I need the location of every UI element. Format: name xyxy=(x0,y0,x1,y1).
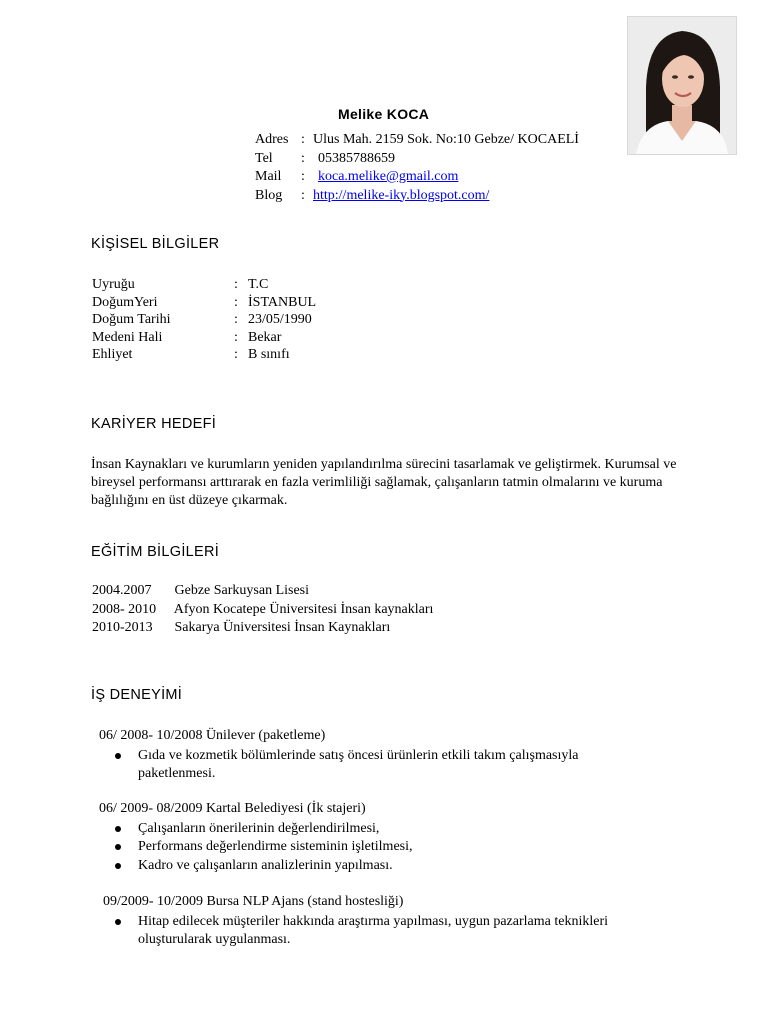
contact-separator: : xyxy=(301,187,305,203)
education-row xyxy=(92,619,433,638)
personal-info-row xyxy=(92,294,316,312)
job-bullet xyxy=(99,857,658,876)
education-school: Afyon Kocatepe Üniversitesi İnsan kaynakları xyxy=(173,601,434,617)
job-title: 06/ 2009- 08/2009 Kartal Belediyesi (İk stajeri) xyxy=(99,801,366,816)
job-bullet xyxy=(99,913,658,950)
personal-info-row xyxy=(92,311,316,329)
career-objective-text: İnsan Kaynakları ve kurumların yeniden yapılandırılma sürecini tasarlamak ve geliştirmek. Kurumsal ve bireysel performansı arttırarak en fazla verimliliği sağlamak, çalışanların tatmin olmalarını ve kuruma bağlılığını en üst düzeye çıkarmak. xyxy=(91,457,677,508)
education-school: Gebze Sarkuysan Lisesi xyxy=(174,583,310,598)
info-label: Uyruğu xyxy=(92,277,135,292)
contact-separator: : xyxy=(301,150,305,166)
section-heading-career: KARİYER HEDEFİ xyxy=(91,416,217,432)
contact-row-mail xyxy=(255,168,579,187)
education-row xyxy=(92,582,433,601)
info-value: 23/05/1990 xyxy=(248,312,312,328)
job-bullet-text: Çalışanların önerilerinin değerlendirilmesi, xyxy=(138,820,380,836)
info-value: İSTANBUL xyxy=(248,294,317,310)
contact-label: Tel xyxy=(255,150,273,166)
job-bullet-text: Kadro ve çalışanların analizlerinin yapılması. xyxy=(138,857,393,873)
info-separator: : xyxy=(234,312,238,328)
phone-value: 05385788659 xyxy=(318,150,395,166)
contact-separator: : xyxy=(301,132,305,147)
bullet-dot-icon xyxy=(115,753,121,759)
personal-info-row xyxy=(92,276,316,294)
education-row xyxy=(92,601,433,620)
info-label: Doğum Tarihi xyxy=(92,312,171,328)
job-bullet-text: Gıda ve kozmetik bölümlerinde satış öncesi ürünlerin etkili takım çalışmasıyla paketlenmesi. xyxy=(138,747,579,781)
personal-info-list xyxy=(92,276,316,364)
education-years: 2008- 2010 xyxy=(92,601,157,617)
info-separator: : xyxy=(234,294,238,310)
education-list xyxy=(92,582,433,638)
portrait-photo-icon xyxy=(628,17,736,154)
info-value: T.C xyxy=(248,277,269,292)
info-separator: : xyxy=(234,329,238,345)
contact-label: Mail xyxy=(255,169,282,184)
contact-label: Adres xyxy=(255,132,289,147)
job-bullet-list xyxy=(99,913,658,950)
info-label: DoğumYeri xyxy=(92,294,158,310)
job-bullet xyxy=(99,747,658,784)
job-bullet-list xyxy=(99,820,658,876)
bullet-dot-icon xyxy=(115,826,121,832)
contact-row-blog xyxy=(255,187,579,206)
bullet-dot-icon xyxy=(115,863,121,869)
contact-block xyxy=(255,131,579,205)
education-years: 2010-2013 xyxy=(92,620,153,635)
job-bullet-text: Hitap edilecek müşteriler hakkında araştırma yapılması, uygun pazarlama teknikleri oluşturularak uygulanması. xyxy=(138,913,608,947)
contact-row-address xyxy=(255,131,579,150)
info-label: Ehliyet xyxy=(92,347,133,363)
section-heading-education: EĞİTİM BİLGİLERİ xyxy=(91,544,220,560)
personal-info-row xyxy=(92,346,316,364)
job-entry xyxy=(99,727,658,784)
job-entry xyxy=(99,800,658,875)
info-label: Medeni Hali xyxy=(92,329,163,345)
job-bullet xyxy=(99,838,658,857)
bullet-dot-icon xyxy=(115,844,121,850)
contact-separator: : xyxy=(301,169,305,184)
info-separator: : xyxy=(234,277,238,292)
portrait-photo xyxy=(627,16,737,155)
personal-info-row xyxy=(92,329,316,347)
section-heading-experience: İŞ DENEYİMİ xyxy=(91,687,183,703)
contact-label: Blog xyxy=(255,187,283,203)
info-value: Bekar xyxy=(248,329,282,345)
job-bullet-list xyxy=(99,747,658,784)
job-entry xyxy=(103,893,658,950)
job-bullet-text: Performans değerlendirme sisteminin işletilmesi, xyxy=(138,839,413,854)
info-separator: : xyxy=(234,347,238,363)
bullet-dot-icon xyxy=(115,919,121,925)
info-value: B sınıfı xyxy=(248,347,290,363)
contact-row-phone xyxy=(255,150,579,169)
address-value: Ulus Mah. 2159 Sok. No:10 Gebze/ KOCAELİ xyxy=(313,132,579,147)
section-heading-personal: KİŞİSEL BİLGİLER xyxy=(91,236,220,252)
education-school: Sakarya Üniversitesi İnsan Kaynakları xyxy=(174,620,391,635)
education-years: 2004.2007 xyxy=(92,583,152,598)
job-bullet xyxy=(99,820,658,839)
candidate-name: Melike KOCA xyxy=(338,106,430,122)
email-link[interactable]: koca.melike@gmail.com xyxy=(318,169,459,184)
job-title: 09/2009- 10/2009 Bursa NLP Ajans (stand hostesliği) xyxy=(103,894,404,909)
blog-link[interactable]: http://melike-iky.blogspot.com/ xyxy=(313,187,490,203)
job-title: 06/ 2008- 10/2008 Ünilever (paketleme) xyxy=(99,728,326,743)
